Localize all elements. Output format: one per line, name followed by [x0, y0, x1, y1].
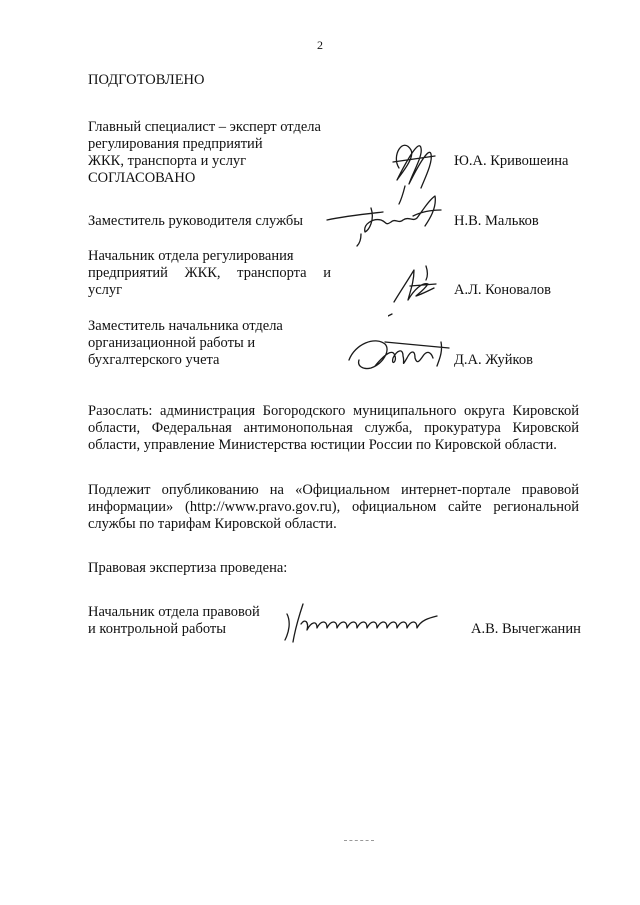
signatory-1-position	[88, 119, 321, 170]
signatory-3-name: А.Л. Коновалов	[454, 282, 551, 298]
position-line: и контрольной работы	[88, 621, 226, 637]
signature-2-drawing	[325, 190, 450, 250]
signatory-2-name: Н.В. Мальков	[454, 213, 539, 229]
position-line: организационной работы и	[88, 335, 256, 351]
position-line: предприятий ЖКК, транспорта и	[88, 265, 331, 281]
legal-review-text: Правовая экспертиза проведена:	[88, 560, 288, 576]
signature-4-drawing	[345, 330, 453, 380]
position-line: Главный специалист – эксперт отдела	[88, 119, 321, 135]
signatory-2-position	[88, 213, 303, 230]
signature-3-drawing	[388, 262, 446, 320]
position-line: Заместитель начальника отдела	[88, 318, 283, 334]
position-line: регулирования предприятий	[88, 136, 263, 152]
signatory-4-position	[88, 318, 283, 369]
position-line: Начальник отдела регулирования	[88, 248, 294, 264]
page-number: 2	[317, 38, 323, 52]
legal-signatory-name: А.В. Вычегжанин	[471, 621, 581, 637]
signatory-3-position	[88, 248, 331, 299]
position-line: Заместитель руководителя службы	[88, 213, 304, 229]
publication-paragraph: Подлежит опубликованию на «Официальном интернет-портале правовой информации» (http://www.pravo.gov.ru), официальном сайте региональной службы по тарифам Кировской области.	[88, 482, 579, 532]
prepared-heading: ПОДГОТОВЛЕНО	[88, 72, 205, 88]
distribution-paragraph: Разослать: администрация Богородского муниципального округа Кировской области, Федеральная антимонопольная служба, прокуратура Кировской области, управление Министерства юстиции России по Кировской области.	[88, 403, 579, 453]
approved-heading: СОГЛАСОВАНО	[88, 170, 196, 186]
signatory-1-name: Ю.А. Кривошеина	[454, 153, 569, 169]
bottom-mark	[344, 840, 374, 841]
position-line: Начальник отдела правовой	[88, 604, 260, 620]
signatory-4-name: Д.А. Жуйков	[454, 352, 533, 368]
signature-5-drawing	[277, 600, 445, 650]
position-line: бухгалтерского учета	[88, 352, 220, 368]
position-line: услуг	[88, 282, 123, 298]
legal-signatory-position	[88, 604, 260, 638]
position-line: ЖКК, транспорта и услуг	[88, 153, 247, 169]
